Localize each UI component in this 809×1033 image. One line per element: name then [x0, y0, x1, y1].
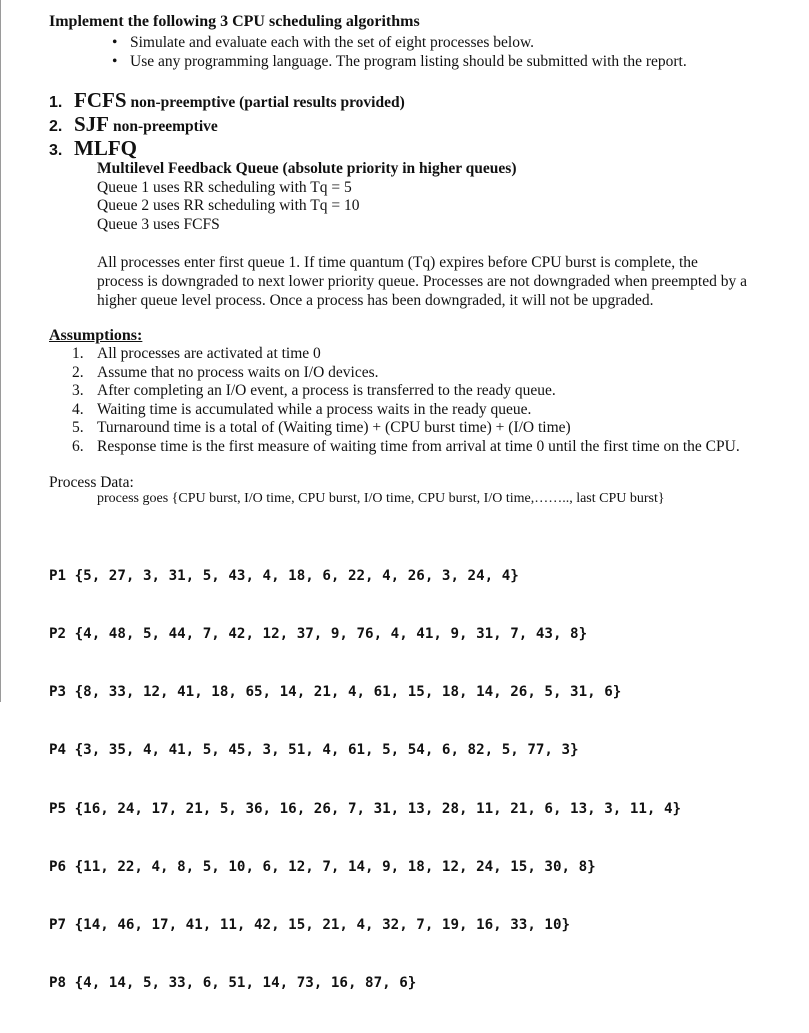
assumption-number: 2.: [72, 363, 84, 381]
assumptions-list: [72, 345, 740, 457]
process-values: {4, 14, 5, 33, 6, 51, 14, 73, 16, 87, 6}: [74, 975, 417, 992]
process-values: {4, 48, 5, 44, 7, 42, 12, 37, 9, 76, 4, 41, 9, 31, 7, 43, 8}: [74, 626, 588, 643]
process-row: [49, 858, 681, 877]
algorithm-desc: non-preemptive (partial results provided): [130, 94, 405, 111]
process-values: {5, 27, 3, 31, 5, 43, 4, 18, 6, 22, 4, 26, 3, 24, 4}: [74, 567, 519, 584]
process-values: {8, 33, 12, 41, 18, 65, 14, 21, 4, 61, 15, 18, 14, 26, 5, 31, 6}: [74, 684, 622, 701]
algorithm-list: [49, 88, 405, 160]
algorithm-name: MLFQ: [74, 136, 137, 160]
mlfq-paragraph: [97, 253, 787, 310]
assumption-text: Turnaround time is a total of (Waiting time) + (CPU burst time) + (I/O time): [97, 419, 571, 437]
instruction-item: • Use any programming language. The program listing should be submitted with the report.: [112, 52, 687, 71]
algorithm-name: SJF: [74, 112, 110, 136]
assumption-item: [72, 438, 740, 457]
algorithm-number: 2.: [49, 118, 63, 135]
mlfq-heading: Multilevel Feedback Queue (absolute priority in higher queues): [97, 160, 517, 177]
assumption-text: Waiting time is accumulated while a process waits in the ready queue.: [97, 400, 532, 418]
process-id: P5: [49, 800, 67, 817]
assumption-item: [72, 419, 740, 438]
process-values: {3, 35, 4, 41, 5, 45, 3, 51, 4, 61, 5, 54, 6, 82, 5, 77, 3}: [74, 742, 579, 759]
paragraph-line: higher queue level process. Once a process has been downgraded, it will not be upgraded.: [97, 292, 654, 309]
algorithm-item-fcfs: [49, 88, 405, 112]
process-id: P3: [49, 684, 67, 701]
assumption-text: Response time is the first measure of waiting time from arrival at time 0 until the first time on the CPU.: [97, 437, 740, 455]
process-row: [49, 741, 681, 760]
process-row: [49, 916, 681, 935]
process-data-format: process goes {CPU burst, I/O time, CPU burst, I/O time, CPU burst, I/O time,…….., last CPU burst}: [97, 491, 665, 506]
mlfq-details: [97, 160, 517, 234]
assumption-number: 5.: [72, 419, 84, 437]
process-id: P6: [49, 858, 67, 875]
algorithm-name: FCFS: [74, 88, 127, 112]
process-id: P2: [49, 626, 67, 643]
queue-rule: Queue 2 uses RR scheduling with Tq = 10: [97, 197, 360, 214]
assumption-item: [72, 401, 740, 420]
instructions-list: [112, 33, 687, 71]
process-list: [49, 528, 681, 1033]
process-row: [49, 974, 681, 993]
process-id: P4: [49, 742, 67, 759]
assumption-number: 3.: [72, 382, 84, 400]
process-values: {16, 24, 17, 21, 5, 36, 16, 26, 7, 31, 13, 28, 11, 21, 6, 13, 3, 11, 4}: [74, 800, 682, 817]
assumptions-heading: Assumptions:: [49, 327, 143, 344]
assumption-item: [72, 382, 740, 401]
process-id: P7: [49, 917, 67, 934]
process-row: [49, 625, 681, 644]
assumption-number: 4.: [72, 400, 84, 418]
process-row: [49, 567, 681, 586]
process-values: {11, 22, 4, 8, 5, 10, 6, 12, 7, 14, 9, 18, 12, 24, 15, 30, 8}: [74, 858, 596, 875]
algorithm-desc: non-preemptive: [113, 118, 218, 135]
process-row: [49, 800, 681, 819]
assumption-item: [72, 364, 740, 383]
assumption-item: [72, 345, 740, 364]
paragraph-line: process is downgraded to next lower priority queue. Processes are not downgraded when preempted by a: [97, 273, 747, 290]
document-title: Implement the following 3 CPU scheduling algorithms: [49, 13, 420, 30]
process-row: [49, 683, 681, 702]
process-id: P8: [49, 975, 67, 992]
instruction-item: • Simulate and evaluate each with the set of eight processes below.: [112, 33, 687, 52]
page-left-border: [0, 0, 1, 702]
assumption-number: 1.: [72, 345, 84, 362]
assumption-text: After completing an I/O event, a process is transferred to the ready queue.: [97, 382, 556, 400]
assumption-text: Assume that no process waits on I/O devices.: [97, 363, 379, 381]
queue-rule: Queue 1 uses RR scheduling with Tq = 5: [97, 178, 352, 196]
algorithm-number: 1.: [49, 94, 63, 111]
paragraph-line: All processes enter first queue 1. If time quantum (Tq) expires before CPU burst is complete, the: [97, 254, 698, 271]
algorithm-number: 3.: [49, 142, 63, 159]
assumption-number: 6.: [72, 437, 84, 455]
queue-rule: Queue 3 uses FCFS: [97, 215, 220, 233]
process-data-label: Process Data:: [49, 474, 134, 491]
process-values: {14, 46, 17, 41, 11, 42, 15, 21, 4, 32, 7, 19, 16, 33, 10}: [74, 917, 571, 934]
algorithm-item-sjf: [49, 112, 405, 136]
process-id: P1: [49, 567, 67, 584]
assumption-text: All processes are activated at time 0: [97, 345, 321, 362]
algorithm-item-mlfq: [49, 136, 405, 160]
